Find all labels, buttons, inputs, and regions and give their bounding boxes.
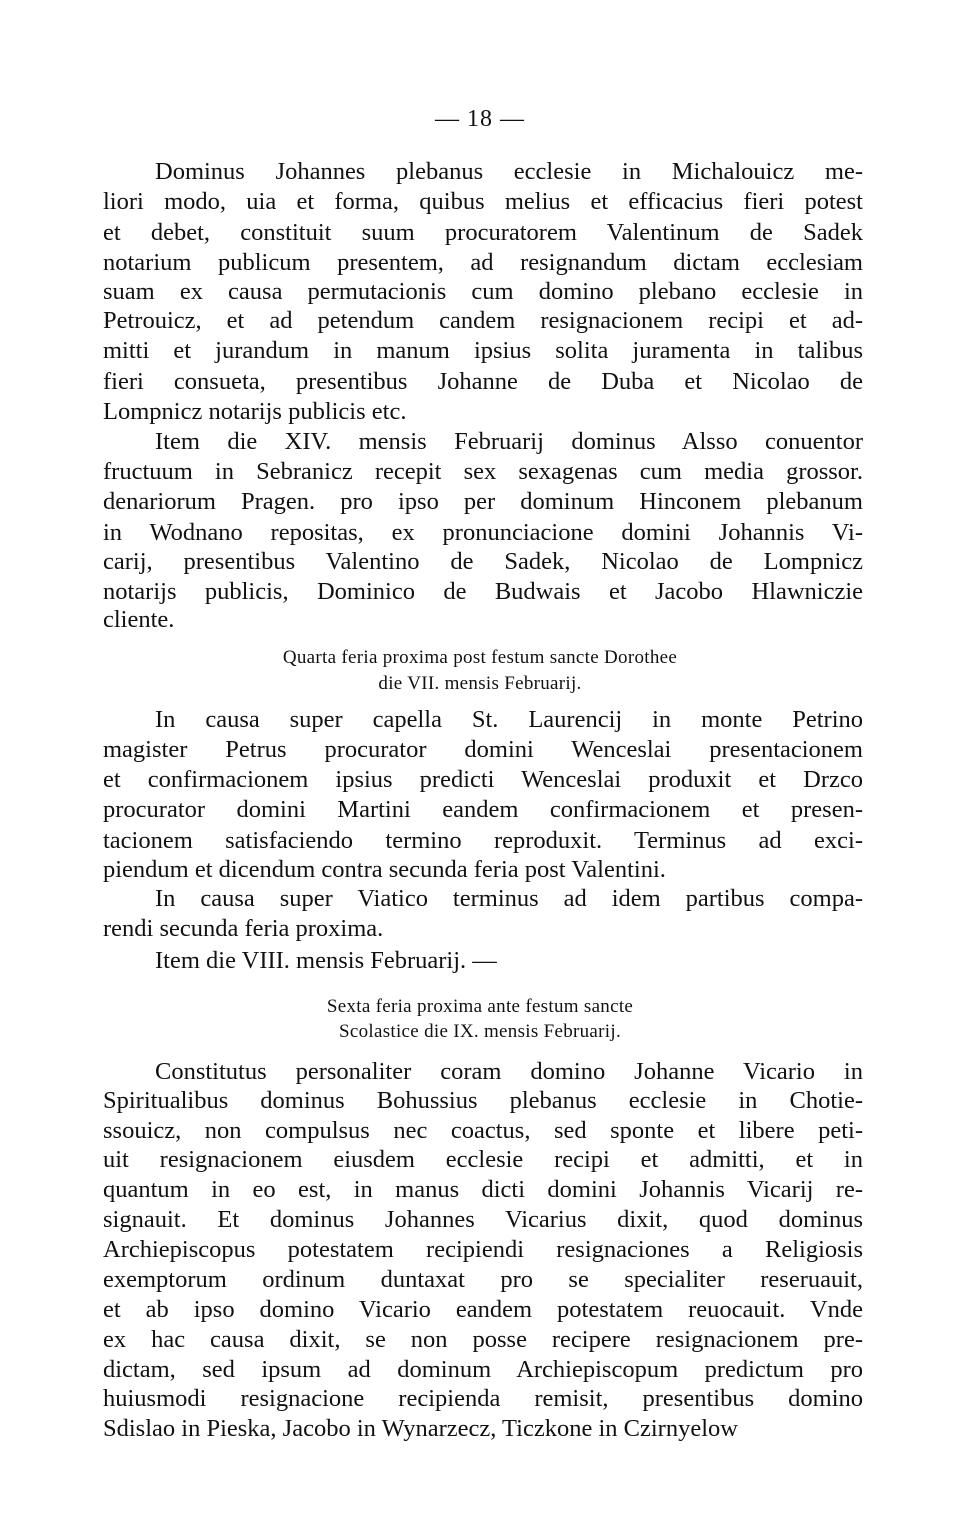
text-line: rendi secunda feria proxima.	[103, 915, 384, 942]
text-line: et confirmacionem ipsius predicti Wenceslai produxit et Drzco	[103, 766, 863, 793]
text-line: quantum in eo est, in manus dicti domini Johannis Vicarij re-	[103, 1176, 863, 1203]
text-line: ex hac causa dixit, se non posse recipere resignacionem pre-	[103, 1326, 863, 1353]
text-line: cliente.	[103, 606, 175, 633]
text-line: notarijs publicis, Dominico de Budwais et Jacobo Hlawniczie	[103, 578, 863, 605]
text-line: dictam, sed ipsum ad dominum Archiepiscopum predictum pro	[103, 1356, 863, 1383]
text-line: et debet, constituit suum procuratorem Valentinum de Sadek	[103, 219, 863, 246]
text-line: signauit. Et dominus Johannes Vicarius dixit, quod dominus	[103, 1206, 863, 1233]
section-heading-line: die VII. mensis Februarij.	[378, 673, 582, 694]
text-line: In causa super Viatico terminus ad idem partibus compa-	[155, 885, 863, 912]
text-line: in Wodnano repositas, ex pronunciacione domini Johannis Vi-	[103, 519, 863, 546]
text-line: In causa super capella St. Laurencij in monte Petrino	[155, 706, 863, 733]
text-line: denariorum Pragen. pro ipso per dominum Hinconem plebanum	[103, 488, 863, 515]
text-line: Item die XIV. mensis Februarij dominus Alsso conuentor	[155, 428, 863, 455]
text-line: mitti et jurandum in manum ipsius solita juramenta in talibus	[103, 337, 863, 364]
text-line: piendum et dicendum contra secunda feria post Valentini.	[103, 856, 666, 883]
section-heading-line: Scolastice die IX. mensis Februarij.	[338, 1021, 621, 1042]
text-line: ssouicz, non compulsus nec coactus, sed sponte et libere peti-	[103, 1117, 863, 1144]
text-line: exemptorum ordinum duntaxat pro se specialiter reseruauit,	[103, 1266, 863, 1293]
text-line: Dominus Johannes plebanus ecclesie in Michalouicz me-	[155, 158, 863, 185]
section-heading-line: Quarta feria proxima post festum sancte Dorothee	[282, 647, 678, 668]
text-line: notarium publicum presentem, ad resignandum dictam ecclesiam	[103, 249, 863, 276]
text-line: suam ex causa permutacionis cum domino plebano ecclesie in	[103, 278, 863, 305]
text-line: tacionem satisfaciendo termino reproduxit. Terminus ad exci-	[103, 827, 863, 854]
text-line: procurator domini Martini eandem confirmacionem et presen-	[103, 796, 863, 823]
text-line: huiusmodi resignacione recipienda remisit, presentibus domino	[103, 1385, 863, 1412]
text-line: Petrouicz, et ad petendum candem resignacionem recipi et ad-	[103, 307, 863, 334]
text-line: et ab ipso domino Vicario eandem potestatem reuocauit. Vnde	[103, 1296, 863, 1323]
text-line: Sdislao in Pieska, Jacobo in Wynarzecz, Ticzkone in Czirnyelow	[103, 1415, 738, 1442]
text-line: Lompnicz notarijs publicis etc.	[103, 398, 407, 425]
text-line: carij, presentibus Valentino de Sadek, Nicolao de Lompnicz	[103, 548, 863, 575]
text-line: liori modo, uia et forma, quibus melius et efficacius fieri potest	[103, 188, 863, 215]
section-heading-line: Sexta feria proxima ante festum sancte	[326, 996, 634, 1017]
text-line: fieri consueta, presentibus Johanne de Duba et Nicolao de	[103, 368, 863, 395]
text-line: Archiepiscopus potestatem recipiendi resignaciones a Religiosis	[103, 1236, 863, 1263]
text-line: Spiritualibus dominus Bohussius plebanus ecclesie in Chotie-	[103, 1087, 863, 1114]
text-line: Item die VIII. mensis Februarij. —	[155, 947, 497, 974]
text-line: fructuum in Sebranicz recepit sex sexagenas cum media grossor.	[103, 458, 863, 485]
text-line: magister Petrus procurator domini Wenceslai presentacionem	[103, 736, 863, 763]
text-line: Constitutus personaliter coram domino Johanne Vicario in	[155, 1058, 863, 1085]
text-line: uit resignacionem eiusdem ecclesie recipi et admitti, et in	[103, 1146, 863, 1173]
page-number: — 18 —	[435, 106, 525, 132]
